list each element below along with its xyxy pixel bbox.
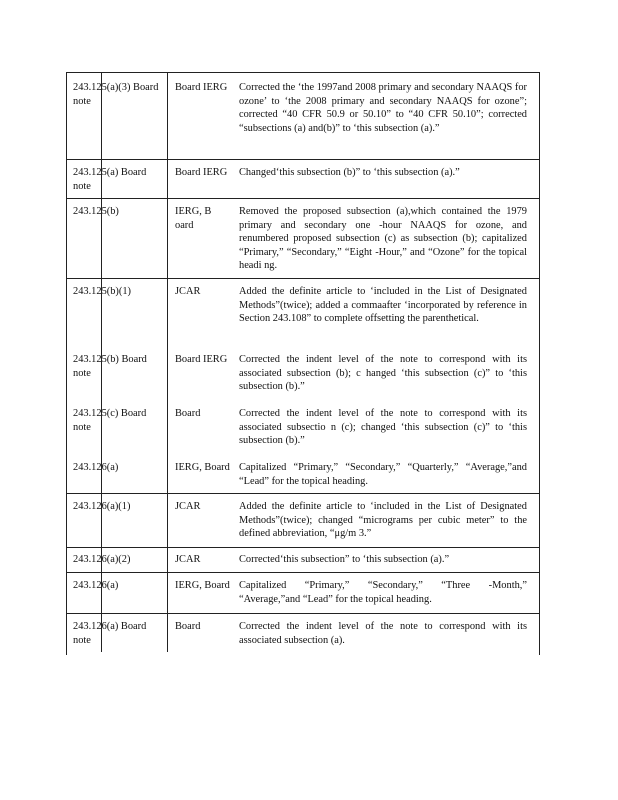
action-cell: Changed‘this subsection (b)” to ‘this subsection (a).” <box>239 167 460 178</box>
source-cell: IERG, Board <box>175 462 230 473</box>
action-cell: Corrected the indent level of the note to correspond with its associated subsection (b); c hanged ‘this subsection (c)” to ‘this subsection (b).” <box>239 354 527 393</box>
section-cell: 243.125(a) Board note <box>73 167 147 192</box>
action-cell: Corrected the indent level of the note to correspond with its associated subsectio n (c); changed ‘this subsection (c)” to ‘this subsection (b).” <box>239 408 527 447</box>
action-cell: Removed the proposed subsection (a),which contained the 1979 primary and secondary one -hour NAAQS for ozone, and renumbered proposed subsection (c) as subsection (b); capitalized “Primary,” “Secondary,” “Eight -Hour,” and “Ozone” for the topical headi ng. <box>239 206 527 272</box>
table-row <box>67 613 539 655</box>
section-cell: 243.126(a) Board note <box>73 621 147 646</box>
changes-table <box>66 72 540 655</box>
source-cell: JCAR <box>175 286 201 297</box>
section-cell: 243.126(a) <box>73 580 119 591</box>
section-cell: 243.126(a)(1) <box>73 501 131 512</box>
source-cell: JCAR <box>175 554 201 565</box>
section-cell: 243.125(b) Board note <box>73 354 147 379</box>
source-cell: JCAR <box>175 501 201 512</box>
section-cell: 243.126(a) <box>73 462 119 473</box>
source-cell: IERG, B oard <box>175 206 212 231</box>
source-cell: Board <box>175 408 201 419</box>
action-cell: Added the definite article to ‘included in the List of Designated Methods”(twice); changed “micrograms per cubic meter” to the defined abbreviation, “μg/m 3.” <box>239 501 527 540</box>
section-cell: 243.126(a)(2) <box>73 554 131 565</box>
action-cell: Corrected‘this subsection” to ‘this subsection (a).” <box>239 554 450 565</box>
table-row <box>67 547 539 572</box>
table-row <box>67 159 539 198</box>
action-cell: Capitalized “Primary,” “Secondary,” “Quarterly,” “Average,”and “Lead” for the topical heading. <box>239 462 527 487</box>
action-cell: Capitalized “Primary,” “Secondary,” “Three -Month,” “Average,”and “Lead” for the topical heading. <box>239 580 527 605</box>
source-cell: Board <box>175 621 201 632</box>
source-cell: Board IERG <box>175 354 228 365</box>
action-cell: Corrected the indent level of the note to correspond with its associated subsection (a). <box>239 621 527 646</box>
table-row <box>67 278 539 493</box>
section-cell: 243.125(b) <box>73 206 119 217</box>
section-cell: 243.125(a)(3) Board note <box>73 82 159 107</box>
table-row <box>67 73 539 159</box>
table-row <box>67 493 539 547</box>
table-row <box>67 572 539 613</box>
source-cell: Board IERG <box>175 167 228 178</box>
action-cell: Corrected the ‘the 1997and 2008 primary and secondary NAAQS for ozone’ to ‘the 2008 primary and secondary NAAQS for ozone”; corrected “40 CFR 50.9 or 50.10” to “40 CFR 50.10”; corrected “subsections (a) and(b)” to ‘this subsection (a).” <box>239 82 527 134</box>
source-cell: Board IERG <box>175 82 228 93</box>
source-cell: IERG, Board <box>175 580 230 591</box>
table-row <box>67 198 539 278</box>
section-cell: 243.125(c) Board note <box>73 408 147 433</box>
section-cell: 243.125(b)(1) <box>73 286 132 297</box>
action-cell: Added the definite article to ‘included in the List of Designated Methods”(twice); added a commaafter ‘incorporated by reference in Section 243.108” to complete offsetting the parenthetical. <box>239 286 527 325</box>
